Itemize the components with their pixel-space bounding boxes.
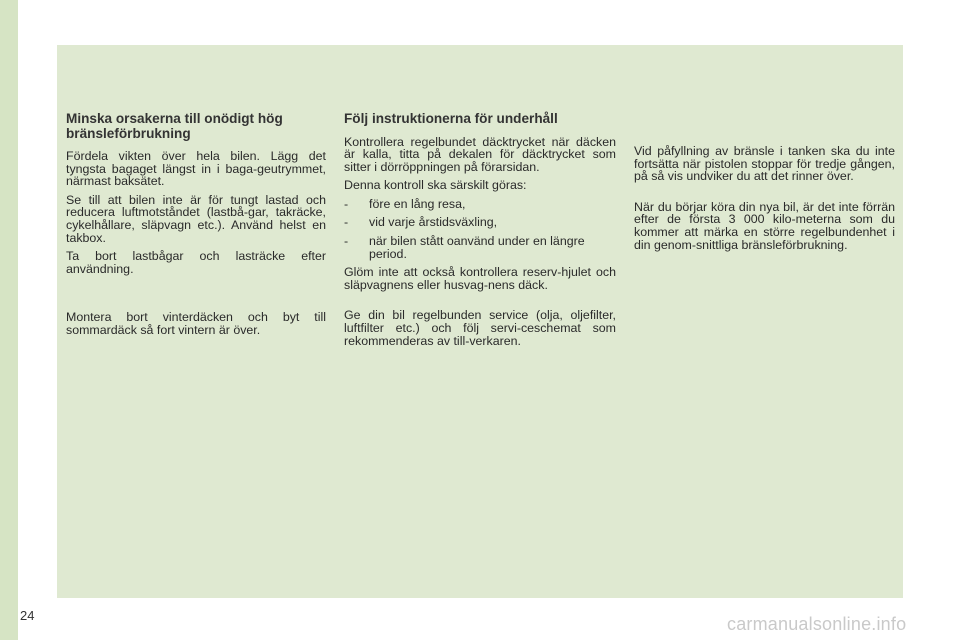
paragraph-service: Ge din bil regelbunden service (olja, oljefilter, luftfilter etc.) och följ servi-ceschemat som rekommenderas av till-verkaren.	[344, 308, 616, 348]
paragraph-weight: Fördela vikten över hela bilen. Lägg det tyngsta bagaget längst in i baga-geutrymmet, närmast baksätet.	[66, 149, 326, 189]
list-item-text: vid varje årstidsväxling,	[369, 215, 498, 230]
heading-fuel-consumption: Minska orsakerna till onödigt hög bränsleförbrukning	[66, 111, 283, 141]
paragraph-refuelling: Vid påfyllning av bränsle i tanken ska du inte fortsätta när pistolen stoppar för tredje gången, på så vis undviker du att det rinner över.	[634, 144, 895, 184]
list-item-text: före en lång resa,	[369, 196, 466, 211]
column-maintenance	[344, 112, 616, 353]
watermark: carmanualsonline.info	[727, 614, 907, 634]
paragraph-check-intro: Denna kontroll ska särskilt göras:	[344, 178, 527, 193]
heading-maintenance: Följ instruktionerna för underhåll	[344, 111, 558, 126]
side-strip	[0, 0, 18, 640]
column-refuelling	[634, 112, 895, 257]
paragraph-running-in: När du börjar köra din nya bil, är det inte förrän efter de första 3 000 kilo-meterna som du kommer att märka en större regelbundenhet i din genom-snittliga bränsleförbrukning.	[634, 199, 895, 252]
paragraph-load: Se till att bilen inte är för tungt lastad och reducera luftmotståndet (lastbå-gar, takräcke, cykelhållare, släpvagn etc.). Använd helst en takbox.	[66, 192, 326, 245]
list-item-text: när bilen stått oanvänd under en längre period.	[369, 234, 585, 261]
column-fuel-consumption	[66, 112, 326, 343]
paragraph-roof-rack: Ta bort lastbågar och lasträcke efter användning.	[66, 249, 326, 276]
list-dash: -	[344, 234, 349, 249]
paragraph-spare-wheel: Glöm inte att också kontrollera reserv-hjulet och släpvagnens eller husvag-nens däck.	[344, 265, 616, 292]
list-item	[344, 216, 616, 229]
page-number: 24	[20, 608, 35, 623]
list-item	[344, 198, 616, 211]
list-dash: -	[344, 215, 349, 230]
paragraph-tyre-pressure: Kontrollera regelbundet däcktrycket när däcken är kalla, titta på dekalen för däcktrycket som sitter i dörröppningen på förarsidan.	[344, 134, 616, 174]
paragraph-winter-tyres: Montera bort vinterdäcken och byt till sommardäck så fort vintern är över.	[66, 310, 326, 337]
list-dash: -	[344, 196, 349, 211]
list-item	[344, 235, 616, 260]
